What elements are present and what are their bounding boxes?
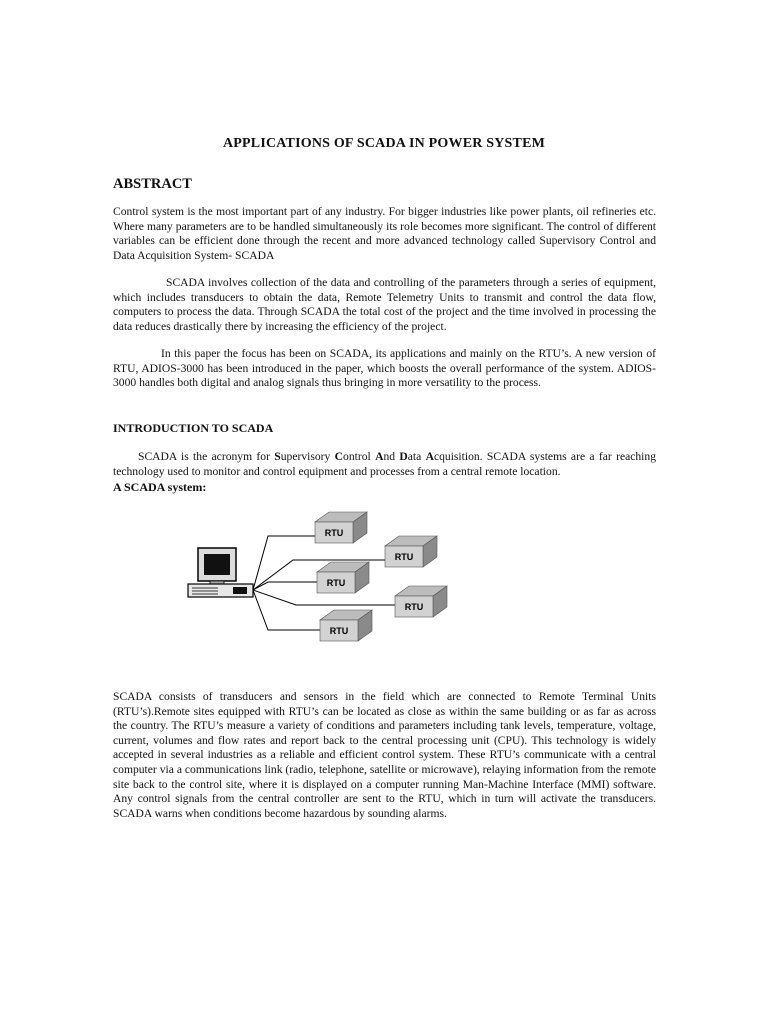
rtu-box	[385, 536, 437, 567]
abstract-paragraph-1: Control system is the most important part of any industry. For bigger industries like power plants, oil refineries etc. Where many parameters are to be handled simultaneously its role becomes more significant. The control of different variables can be efficient done through the recent and more advanced technology called Supervisory Control and Data Acquisition System- SCADA	[113, 205, 656, 262]
computer-icon	[188, 548, 253, 597]
acronym-letter-a2: A	[425, 450, 434, 463]
rtu-label: RTU	[324, 528, 344, 538]
intro-text: ata	[407, 450, 426, 463]
rtu-box	[315, 512, 367, 543]
intro-paragraph	[113, 450, 656, 479]
scada-system-diagram	[180, 500, 480, 650]
body-paragraph: SCADA consists of transducers and sensors in the field which are connected to Remote Terminal Units (RTU’s).Remote sites equipped with RTU’s can be located as close as within the same building or as far as across the country. The RTU’s measure a variety of conditions and parameters including tank levels, temperature, voltage, current, volumes and flow rates and report back to the central processing unit (CPU). This technology is widely accepted in several industries as a reliable and efficient control system. These RTU’s communicate with a central computer via a communications link (radio, telephone, satellite or microwave), relaying information from the remote site back to the control site, where it is displayed on a computer running Man-Machine Interface (MMI) software. Any control signals from the central controller are sent to the RTU, which in turn will activate the transducers. SCADA warns when conditions become hazardous by sounding alarms.	[113, 690, 656, 820]
abstract-paragraph-2: SCADA involves collection of the data and controlling of the parameters through a series of equipment, which includes transducers to obtain the data, Remote Telemetry Units to transmit and control the data flow, computers to process the data. Through SCADA the total cost of the project and the time involved in processing the data reduces drastically there by increasing the efficiency of the project.	[113, 276, 656, 333]
rtu-label: RTU	[394, 552, 414, 562]
rtu-label: RTU	[326, 578, 346, 588]
intro-heading: INTRODUCTION TO SCADA	[113, 421, 274, 435]
intro-text: nd	[383, 450, 400, 463]
document-title: APPLICATIONS OF SCADA IN POWER SYSTEM	[222, 136, 546, 151]
intro-text: ontrol	[343, 450, 376, 463]
rtu-box	[317, 562, 369, 593]
abstract-heading: ABSTRACT	[113, 176, 192, 192]
acronym-letter-s: S	[274, 450, 281, 463]
intro-text: cquisition. SCADA systems are a far reaching technology used to monitor and control equipment and processes from a central remote location.	[113, 450, 656, 478]
acronym-letter-c: C	[334, 450, 344, 463]
intro-text: upervisory	[280, 450, 335, 463]
acronym-letter-d: D	[399, 450, 408, 463]
acronym-letter-a: A	[375, 450, 384, 463]
rtu-label: RTU	[404, 602, 424, 612]
connection-line	[253, 590, 320, 630]
rtu-label: RTU	[329, 626, 349, 636]
rtu-box	[395, 586, 447, 617]
intro-text: SCADA is the acronym for	[138, 450, 275, 463]
scada-system-heading: A SCADA system:	[113, 480, 207, 494]
abstract-paragraph-3: In this paper the focus has been on SCADA, its applications and mainly on the RTU’s. A new version of RTU, ADIOS-3000 has been introduced in the paper, which boosts the overall performance of the system. ADIOS-3000 handles both digital and analog signals thus bringing in more versatility to the process.	[113, 347, 656, 390]
rtu-box	[320, 610, 372, 641]
